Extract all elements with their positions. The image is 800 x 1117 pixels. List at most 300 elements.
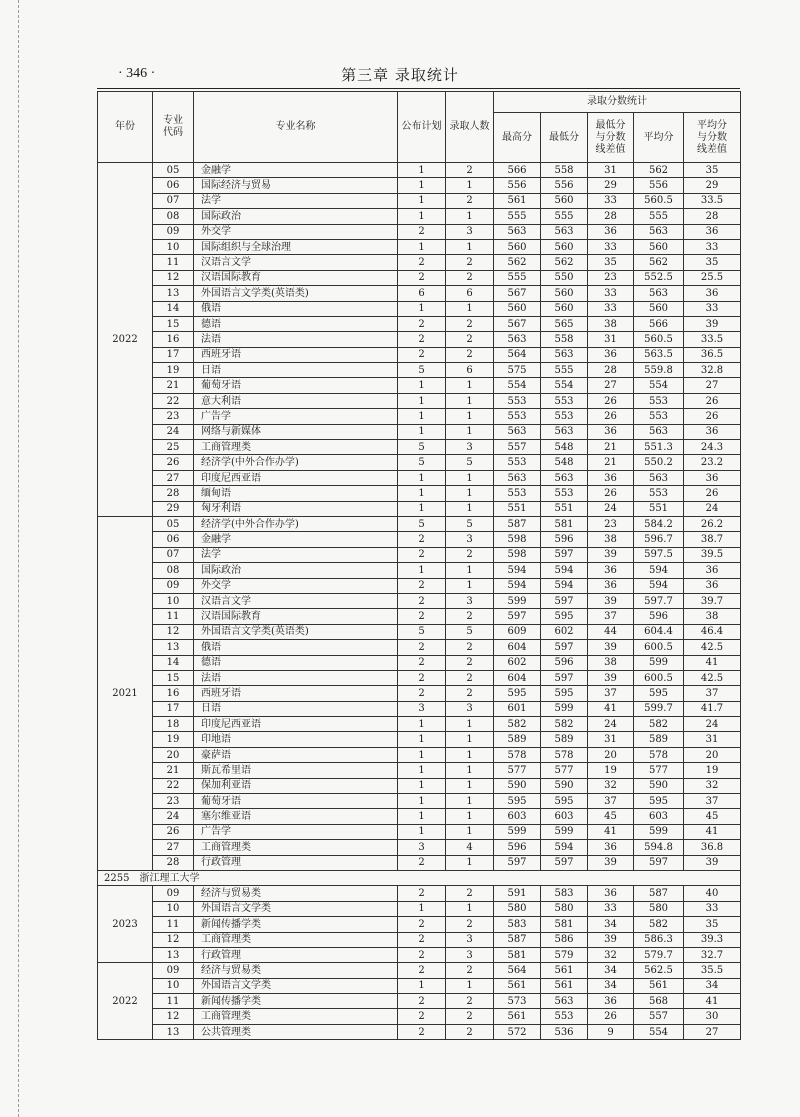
major-code-cell: 22 (153, 393, 194, 408)
min-score-cell: 555 (541, 209, 588, 224)
min-score-cell: 596 (541, 532, 588, 547)
min-diff-cell: 34 (588, 963, 634, 978)
major-code-cell: 16 (153, 686, 194, 701)
admitted-cell: 2 (446, 1009, 494, 1024)
max-score-cell: 603 (494, 809, 541, 824)
min-diff-cell: 38 (588, 316, 634, 331)
major-code-cell: 13 (153, 640, 194, 655)
min-score-cell: 560 (541, 239, 588, 254)
avg-score-cell: 582 (634, 717, 684, 732)
avg-diff-cell: 32.7 (684, 947, 741, 962)
min-score-cell: 599 (541, 824, 588, 839)
major-name-cell: 德语 (194, 655, 398, 670)
avg-diff-cell: 39.3 (684, 932, 741, 947)
major-code-cell: 09 (153, 963, 194, 978)
major-name-cell: 西班牙语 (194, 347, 398, 362)
avg-score-cell: 553 (634, 486, 684, 501)
max-score-cell: 554 (494, 378, 541, 393)
max-score-cell: 604 (494, 670, 541, 685)
plan-cell: 1 (398, 824, 446, 839)
avg-score-cell: 563 (634, 286, 684, 301)
min-score-cell: 595 (541, 686, 588, 701)
min-diff-cell: 27 (588, 378, 634, 393)
table-row (98, 255, 741, 270)
min-score-cell: 595 (541, 794, 588, 809)
table-row (98, 470, 741, 485)
plan-cell: 1 (398, 163, 446, 178)
max-score-cell: 555 (494, 209, 541, 224)
major-name-cell: 斯瓦希里语 (194, 763, 398, 778)
table-row (98, 378, 741, 393)
table-row (98, 209, 741, 224)
table-row (98, 917, 741, 932)
avg-score-cell: 594.8 (634, 840, 684, 855)
major-code-cell: 18 (153, 717, 194, 732)
plan-cell: 2 (398, 547, 446, 562)
admitted-cell: 1 (446, 563, 494, 578)
min-diff-cell: 45 (588, 809, 634, 824)
max-score-cell: 597 (494, 609, 541, 624)
avg-score-cell: 584.2 (634, 516, 684, 531)
max-score-cell: 598 (494, 532, 541, 547)
major-name-cell: 新闻传播学类 (194, 917, 398, 932)
min-diff-cell: 41 (588, 701, 634, 716)
min-diff-cell: 38 (588, 532, 634, 547)
max-score-cell: 561 (494, 978, 541, 993)
avg-score-cell: 596.7 (634, 532, 684, 547)
major-name-cell: 工商管理类 (194, 1009, 398, 1024)
admitted-cell: 3 (446, 947, 494, 962)
admitted-cell: 2 (446, 270, 494, 285)
plan-cell: 1 (398, 747, 446, 762)
plan-cell: 1 (398, 809, 446, 824)
avg-score-cell: 597.7 (634, 593, 684, 608)
major-code-cell: 14 (153, 301, 194, 316)
table-row (98, 363, 741, 378)
major-name-cell: 行政管理 (194, 947, 398, 962)
admitted-cell: 2 (446, 886, 494, 901)
max-score-cell: 594 (494, 563, 541, 578)
table-row (98, 747, 741, 762)
table-row (98, 809, 741, 824)
avg-diff-cell: 34 (684, 978, 741, 993)
plan-cell: 2 (398, 532, 446, 547)
min-score-cell: 594 (541, 563, 588, 578)
avg-diff-cell: 38.7 (684, 532, 741, 547)
avg-diff-cell: 35 (684, 917, 741, 932)
table-row (98, 393, 741, 408)
admitted-cell: 1 (446, 763, 494, 778)
major-name-cell: 外国语言文学类 (194, 978, 398, 993)
admitted-cell: 1 (446, 855, 494, 870)
major-name-cell: 法语 (194, 332, 398, 347)
avg-diff-cell: 32 (684, 778, 741, 793)
major-name-cell: 法学 (194, 193, 398, 208)
max-score-cell: 577 (494, 763, 541, 778)
table-row (98, 778, 741, 793)
plan-cell: 2 (398, 224, 446, 239)
avg-diff-cell: 45 (684, 809, 741, 824)
plan-cell: 1 (398, 209, 446, 224)
major-code-cell: 29 (153, 501, 194, 516)
major-code-cell: 28 (153, 486, 194, 501)
plan-cell: 2 (398, 640, 446, 655)
min-diff-cell: 26 (588, 486, 634, 501)
admitted-cell: 2 (446, 163, 494, 178)
min-score-cell: 595 (541, 609, 588, 624)
max-score-cell: 590 (494, 778, 541, 793)
plan-cell: 1 (398, 901, 446, 916)
major-name-cell: 印地语 (194, 732, 398, 747)
max-score-cell: 587 (494, 516, 541, 531)
school-code: 2255 (104, 872, 130, 884)
table-row (98, 886, 741, 901)
table-row (98, 563, 741, 578)
min-diff-cell: 36 (588, 424, 634, 439)
avg-score-cell: 560 (634, 239, 684, 254)
max-score-cell: 583 (494, 917, 541, 932)
min-diff-cell: 29 (588, 178, 634, 193)
avg-score-cell: 596 (634, 609, 684, 624)
avg-diff-cell: 33.5 (684, 193, 741, 208)
major-code-cell: 07 (153, 193, 194, 208)
avg-diff-cell: 27 (684, 378, 741, 393)
admitted-cell: 1 (446, 501, 494, 516)
admitted-cell: 1 (446, 178, 494, 193)
table-row (98, 932, 741, 947)
min-score-cell: 553 (541, 393, 588, 408)
min-score-cell: 565 (541, 316, 588, 331)
header-min-diff: 最低分 与分数 线差值 (588, 113, 634, 163)
max-score-cell: 575 (494, 363, 541, 378)
max-score-cell: 563 (494, 224, 541, 239)
avg-score-cell: 587 (634, 886, 684, 901)
min-score-cell: 553 (541, 486, 588, 501)
admitted-cell: 1 (446, 209, 494, 224)
major-code-cell: 12 (153, 624, 194, 639)
table-row (98, 532, 741, 547)
avg-diff-cell: 20 (684, 747, 741, 762)
admitted-cell: 1 (446, 747, 494, 762)
plan-cell: 2 (398, 670, 446, 685)
admitted-cell: 1 (446, 778, 494, 793)
major-code-cell: 17 (153, 347, 194, 362)
major-name-cell: 俄语 (194, 301, 398, 316)
min-diff-cell: 39 (588, 855, 634, 870)
major-code-cell: 19 (153, 732, 194, 747)
min-diff-cell: 33 (588, 901, 634, 916)
avg-score-cell: 599.7 (634, 701, 684, 716)
table-row (98, 286, 741, 301)
avg-score-cell: 559.8 (634, 363, 684, 378)
max-score-cell: 595 (494, 794, 541, 809)
major-code-cell: 27 (153, 470, 194, 485)
min-diff-cell: 37 (588, 609, 634, 624)
avg-diff-cell: 41 (684, 655, 741, 670)
max-score-cell: 553 (494, 455, 541, 470)
min-score-cell: 582 (541, 717, 588, 732)
avg-score-cell: 560.5 (634, 332, 684, 347)
avg-diff-cell: 36 (684, 424, 741, 439)
admission-statistics-table (97, 91, 741, 1040)
max-score-cell: 581 (494, 947, 541, 962)
table-row (98, 655, 741, 670)
table-row (98, 840, 741, 855)
max-score-cell: 551 (494, 501, 541, 516)
avg-diff-cell: 39 (684, 316, 741, 331)
header-avg-score: 平均分 (634, 113, 684, 163)
min-diff-cell: 21 (588, 455, 634, 470)
major-name-cell: 外国语言文学类(英语类) (194, 286, 398, 301)
avg-score-cell: 560.5 (634, 193, 684, 208)
admitted-cell: 1 (446, 717, 494, 732)
table-row (98, 270, 741, 285)
max-score-cell: 572 (494, 1024, 541, 1039)
min-score-cell: 560 (541, 286, 588, 301)
table-row (98, 609, 741, 624)
major-name-cell: 匈牙利语 (194, 501, 398, 516)
year-cell: 2022 (98, 163, 153, 517)
min-diff-cell: 31 (588, 332, 634, 347)
max-score-cell: 601 (494, 701, 541, 716)
plan-cell: 2 (398, 347, 446, 362)
min-score-cell: 597 (541, 547, 588, 562)
min-score-cell: 563 (541, 224, 588, 239)
major-code-cell: 09 (153, 886, 194, 901)
min-score-cell: 561 (541, 963, 588, 978)
major-name-cell: 德语 (194, 316, 398, 331)
major-name-cell: 外交学 (194, 578, 398, 593)
major-code-cell: 12 (153, 932, 194, 947)
min-score-cell: 563 (541, 470, 588, 485)
major-name-cell: 汉语国际教育 (194, 609, 398, 624)
max-score-cell: 564 (494, 347, 541, 362)
min-score-cell: 581 (541, 917, 588, 932)
min-diff-cell: 19 (588, 763, 634, 778)
admitted-cell: 2 (446, 640, 494, 655)
plan-cell: 2 (398, 655, 446, 670)
min-score-cell: 578 (541, 747, 588, 762)
admitted-cell: 1 (446, 901, 494, 916)
plan-cell: 1 (398, 563, 446, 578)
table-row (98, 178, 741, 193)
min-diff-cell: 44 (588, 624, 634, 639)
max-score-cell: 597 (494, 855, 541, 870)
avg-score-cell: 600.5 (634, 670, 684, 685)
avg-diff-cell: 36 (684, 563, 741, 578)
major-name-cell: 葡萄牙语 (194, 794, 398, 809)
plan-cell: 2 (398, 855, 446, 870)
avg-score-cell: 577 (634, 763, 684, 778)
table-row (98, 732, 741, 747)
major-code-cell: 19 (153, 363, 194, 378)
major-name-cell: 法学 (194, 547, 398, 562)
school-name: 浙江理工大学 (139, 872, 200, 884)
avg-diff-cell: 39.7 (684, 593, 741, 608)
max-score-cell: 580 (494, 901, 541, 916)
avg-diff-cell: 42.5 (684, 670, 741, 685)
min-diff-cell: 36 (588, 578, 634, 593)
table-row (98, 516, 741, 531)
admitted-cell: 1 (446, 301, 494, 316)
min-score-cell: 594 (541, 578, 588, 593)
major-code-cell: 10 (153, 901, 194, 916)
table-row (98, 424, 741, 439)
avg-score-cell: 595 (634, 794, 684, 809)
major-name-cell: 塞尔维亚语 (194, 809, 398, 824)
major-name-cell: 广告学 (194, 409, 398, 424)
major-code-cell: 26 (153, 455, 194, 470)
avg-diff-cell: 36.5 (684, 347, 741, 362)
admitted-cell: 1 (446, 578, 494, 593)
table-row (98, 994, 741, 1009)
max-score-cell: 562 (494, 255, 541, 270)
plan-cell: 2 (398, 1024, 446, 1039)
header-published-plan: 公布计划 (398, 92, 446, 163)
major-code-cell: 23 (153, 794, 194, 809)
major-name-cell: 国际政治 (194, 563, 398, 578)
avg-diff-cell: 37 (684, 686, 741, 701)
min-score-cell: 596 (541, 655, 588, 670)
major-code-cell: 05 (153, 516, 194, 531)
min-score-cell: 586 (541, 932, 588, 947)
admitted-cell: 2 (446, 332, 494, 347)
avg-score-cell: 551.3 (634, 440, 684, 455)
table-row (98, 901, 741, 916)
avg-score-cell: 556 (634, 178, 684, 193)
avg-score-cell: 590 (634, 778, 684, 793)
min-diff-cell: 39 (588, 670, 634, 685)
major-code-cell: 21 (153, 378, 194, 393)
major-name-cell: 国际政治 (194, 209, 398, 224)
plan-cell: 2 (398, 332, 446, 347)
plan-cell: 5 (398, 624, 446, 639)
major-code-cell: 11 (153, 609, 194, 624)
avg-score-cell: 551 (634, 501, 684, 516)
min-score-cell: 589 (541, 732, 588, 747)
avg-score-cell: 562 (634, 255, 684, 270)
admitted-cell: 1 (446, 824, 494, 839)
plan-cell: 1 (398, 470, 446, 485)
plan-cell: 2 (398, 1009, 446, 1024)
min-score-cell: 599 (541, 701, 588, 716)
table-row (98, 963, 741, 978)
table-row (98, 409, 741, 424)
min-score-cell: 597 (541, 855, 588, 870)
plan-cell: 2 (398, 994, 446, 1009)
min-score-cell: 597 (541, 640, 588, 655)
min-diff-cell: 9 (588, 1024, 634, 1039)
plan-cell: 1 (398, 978, 446, 993)
avg-score-cell: 597 (634, 855, 684, 870)
avg-score-cell: 563.5 (634, 347, 684, 362)
admitted-cell: 6 (446, 286, 494, 301)
max-score-cell: 561 (494, 193, 541, 208)
avg-diff-cell: 25.5 (684, 270, 741, 285)
admitted-cell: 1 (446, 809, 494, 824)
plan-cell: 6 (398, 286, 446, 301)
major-name-cell: 经济与贸易类 (194, 886, 398, 901)
major-name-cell: 西班牙语 (194, 686, 398, 701)
major-name-cell: 国际组织与全球治理 (194, 239, 398, 254)
avg-score-cell: 566 (634, 316, 684, 331)
max-score-cell: 582 (494, 717, 541, 732)
table-body (98, 163, 741, 1040)
table-row (98, 193, 741, 208)
plan-cell: 2 (398, 593, 446, 608)
major-name-cell: 经济学(中外合作办学) (194, 455, 398, 470)
major-code-cell: 11 (153, 917, 194, 932)
max-score-cell: 602 (494, 655, 541, 670)
avg-score-cell: 595 (634, 686, 684, 701)
avg-diff-cell: 35 (684, 163, 741, 178)
major-name-cell: 工商管理类 (194, 440, 398, 455)
admitted-cell: 1 (446, 409, 494, 424)
avg-score-cell: 599 (634, 824, 684, 839)
avg-score-cell: 568 (634, 994, 684, 1009)
table-row (98, 347, 741, 362)
max-score-cell: 587 (494, 932, 541, 947)
major-code-cell: 20 (153, 747, 194, 762)
avg-score-cell: 554 (634, 378, 684, 393)
admitted-cell: 2 (446, 670, 494, 685)
major-code-cell: 11 (153, 255, 194, 270)
min-diff-cell: 28 (588, 209, 634, 224)
min-diff-cell: 35 (588, 255, 634, 270)
major-name-cell: 俄语 (194, 640, 398, 655)
min-score-cell: 555 (541, 363, 588, 378)
avg-score-cell: 580 (634, 901, 684, 916)
major-name-cell: 国际经济与贸易 (194, 178, 398, 193)
header-major-code: 专业 代码 (153, 92, 194, 163)
avg-diff-cell: 32.8 (684, 363, 741, 378)
min-diff-cell: 33 (588, 239, 634, 254)
max-score-cell: 591 (494, 886, 541, 901)
admitted-cell: 1 (446, 732, 494, 747)
avg-diff-cell: 26 (684, 486, 741, 501)
scan-edge-line (18, 0, 19, 1117)
plan-cell: 1 (398, 239, 446, 254)
avg-diff-cell: 40 (684, 886, 741, 901)
avg-score-cell: 603 (634, 809, 684, 824)
major-name-cell: 保加利亚语 (194, 778, 398, 793)
school-header-cell (98, 870, 741, 885)
min-diff-cell: 37 (588, 686, 634, 701)
min-diff-cell: 36 (588, 224, 634, 239)
avg-diff-cell: 26 (684, 393, 741, 408)
table-row (98, 978, 741, 993)
admitted-cell: 3 (446, 224, 494, 239)
min-diff-cell: 32 (588, 947, 634, 962)
major-code-cell: 23 (153, 409, 194, 424)
table-row (98, 163, 741, 178)
min-diff-cell: 24 (588, 717, 634, 732)
avg-diff-cell: 33.5 (684, 332, 741, 347)
admitted-cell: 3 (446, 593, 494, 608)
admitted-cell: 2 (446, 994, 494, 1009)
min-diff-cell: 28 (588, 363, 634, 378)
avg-score-cell: 604.4 (634, 624, 684, 639)
year-cell: 2022 (98, 963, 153, 1040)
avg-diff-cell: 33 (684, 901, 741, 916)
min-score-cell: 558 (541, 163, 588, 178)
plan-cell: 2 (398, 686, 446, 701)
chapter-title: 第三章 录取统计 (341, 66, 459, 84)
avg-score-cell: 599 (634, 655, 684, 670)
major-name-cell: 外国语言文学类(英语类) (194, 624, 398, 639)
avg-diff-cell: 26.2 (684, 516, 741, 531)
major-name-cell: 公共管理类 (194, 1024, 398, 1039)
